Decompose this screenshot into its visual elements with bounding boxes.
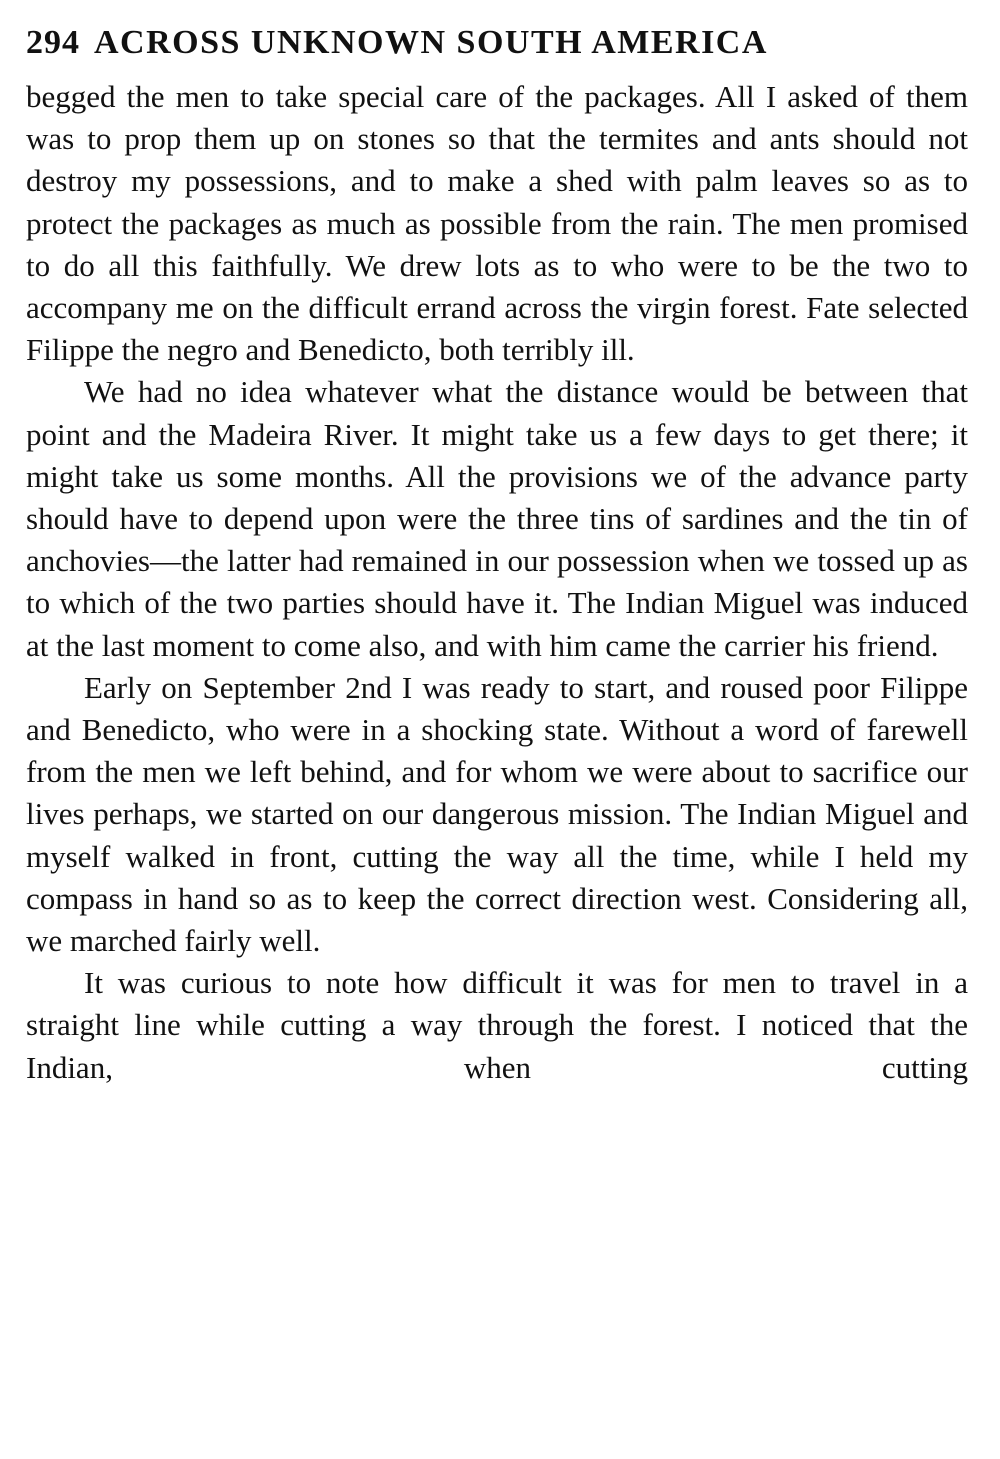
running-head [26, 22, 968, 68]
book-page [26, 22, 968, 1089]
paragraph-4: It was curious to note how difficult it was for men to travel in a straight line while cutting a way through the forest. I noticed that the Indian, when cutting [26, 965, 968, 1085]
paragraph-1: begged the men to take special care of the packages. All I asked of them was to prop them up on stones so that the termites and ants should not destroy my possessions, and to make a shed with palm leaves so as to protect the packages as much as possible from the rain. The men promised to do all this faithfully. We drew lots as to who were to be the two to accompany me on the difficult errand across the virgin forest. Fate selected Filippe the negro and Benedicto, both terribly ill. [26, 79, 968, 368]
paragraph-2: We had no idea whatever what the distance would be between that point and the Madeira River. It might take us a few days to get there; it might take us some months. All the provisions we of the advance party should have to depend upon were the three tins of sardines and the tin of anchovies—the latter had remained in our possession when we tossed up as to which of the two parties should have it. The Indian Miguel was induced at the last moment to come also, and with him came the carrier his friend. [26, 374, 968, 663]
body-text [26, 76, 968, 1089]
page-number: 294 [26, 24, 80, 61]
paragraph-3: Early on September 2nd I was ready to start, and roused poor Filippe and Benedicto, who were in a shocking state. Without a word of farewell from the men we left behind, and for whom we were about to sacrifice our lives perhaps, we started on our dangerous mission. The Indian Miguel and myself walked in front, cutting the way all the time, while I held my compass in hand so as to keep the correct direction west. Considering all, we marched fairly well. [26, 669, 968, 959]
running-title: ACROSS UNKNOWN SOUTH AMERICA [94, 24, 768, 61]
